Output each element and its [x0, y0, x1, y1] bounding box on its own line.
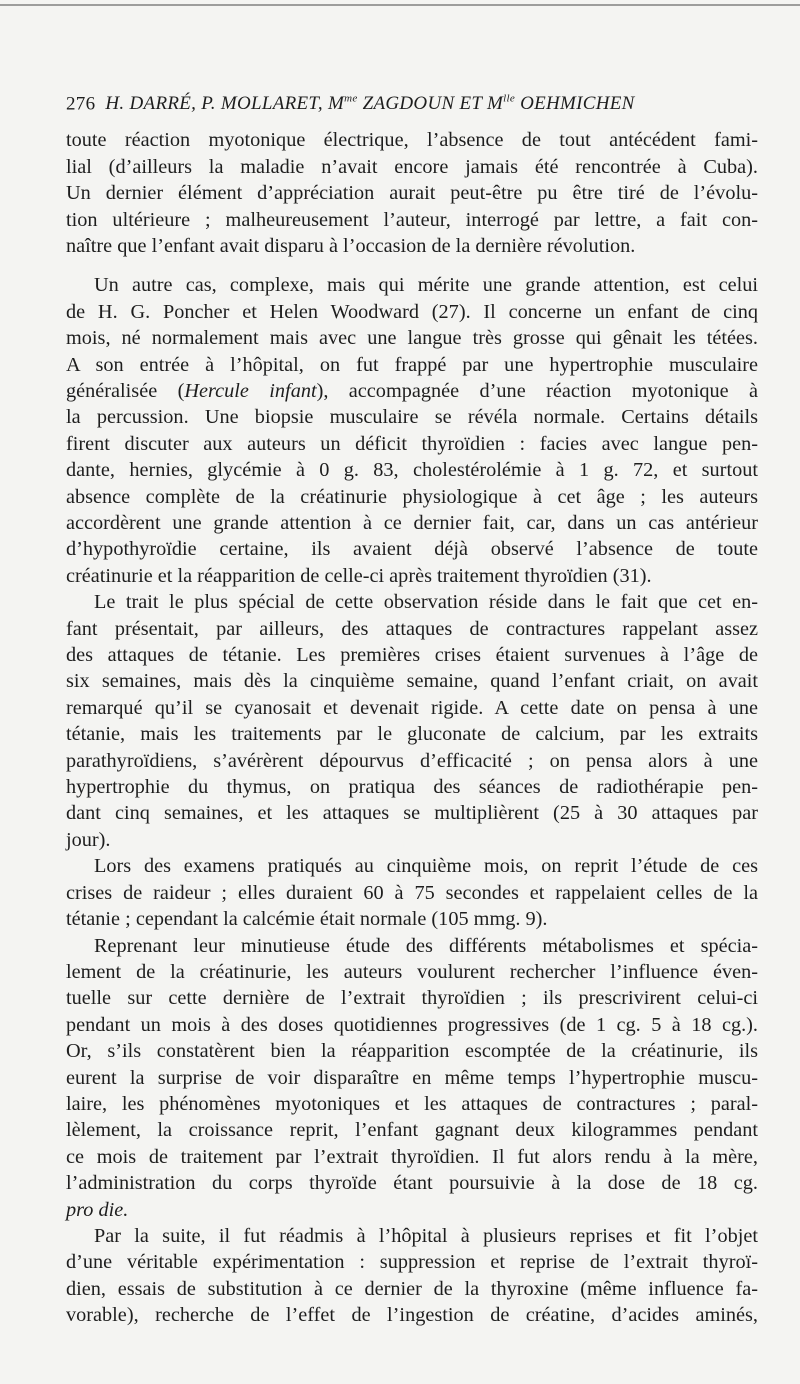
- text-line: dante, hernies, glycémie à 0 g. 83, cholestérolémie à 1 g. 72, et surtout: [66, 459, 758, 482]
- paragraph: [66, 933, 758, 1223]
- text-line: crises de raideur ; elles duraient 60 à 75 secondes et rappelaient celles de la: [66, 881, 758, 904]
- text-line: pendant un mois à des doses quotidiennes progressives (de 1 cg. 5 à 18 cg.).: [66, 1013, 758, 1036]
- text-line: pro die.: [66, 1198, 129, 1221]
- paragraph: [66, 1223, 758, 1329]
- text-line: remarqué qu’il se cyanosait et devenait rigide. A cette date on pensa à une: [66, 696, 758, 719]
- text-line: six semaines, mais dès la cinquième semaine, quand l’enfant criait, on avait: [66, 670, 758, 693]
- text-line: créatinurie et la réapparition de celle-ci après traitement thyroïdien (31).: [66, 564, 652, 587]
- running-head-authors: H. DARRÉ, P. MOLLARET, $M^{me}$ ZAGDOUN ET $M^{lle}$ OEHMICHEN: [105, 93, 635, 115]
- text-line: absence complète de la créatinurie physiologique à cet âge ; les auteurs: [66, 485, 758, 508]
- text-line: firent discuter aux auteurs un déficit thyroïdien : facies avec langue pen-: [66, 432, 758, 455]
- text-line: laire, les phénomènes myotoniques et les attaques de contractures ; paral-: [66, 1092, 758, 1115]
- text-line: tuelle sur cette dernière de l’extrait thyroïdien ; ils prescrivirent celui-ci: [66, 987, 758, 1010]
- text-line: l’administration du corps thyroïde étant poursuivie à la dose de 18 cg.: [66, 1172, 758, 1195]
- text-line: Lors des examens pratiqués au cinquième mois, on reprit l’étude de ces: [94, 855, 758, 878]
- text-line: jour).: [66, 828, 111, 851]
- running-header: [66, 93, 758, 115]
- text-line: généralisée (Hercule infant), accompagnée d’une réaction myotonique à: [66, 379, 759, 402]
- text-line: dant cinq semaines, et les attaques se multiplièrent (25 à 30 attaques par: [66, 802, 758, 825]
- top-rule: [0, 4, 800, 6]
- text-line: Le trait le plus spécial de cette observation réside dans le fait que cet en-: [94, 591, 758, 614]
- text-line: ce mois de traitement par l’extrait thyroïdien. Il fut alors rendu à la mère,: [66, 1145, 758, 1168]
- page-number: 276: [66, 93, 96, 115]
- text-line: Or, s’ils constatèrent bien la réapparition escomptée de la créatinurie, ils: [66, 1040, 758, 1063]
- text-line: hypertrophie du thymus, on pratiqua des séances de radiothérapie pen-: [66, 776, 758, 799]
- text-line: tion ultérieure ; malheureusement l’auteur, interrogé par lettre, a fait con-: [66, 208, 758, 231]
- text-line: dien, essais de substitution à ce dernier de la thyroxine (même influence fa-: [66, 1277, 758, 1300]
- italic-term: Hercule infant: [184, 379, 317, 402]
- text-line: lèlement, la croissance reprit, l’enfant gagnant deux kilogrammes pendant: [66, 1119, 758, 1142]
- text-line: Par la suite, il fut réadmis à l’hôpital à plusieurs reprises et fit l’objet: [94, 1224, 758, 1247]
- text-line: lial (d’ailleurs la maladie n’avait encore jamais été rencontrée à Cuba).: [66, 155, 758, 178]
- text-line: Reprenant leur minutieuse étude des différents métabolismes et spécia-: [94, 934, 758, 957]
- text-line: la percussion. Une biopsie musculaire se révéla normale. Certains détails: [66, 406, 758, 429]
- paragraph: [66, 589, 758, 853]
- text-line: accordèrent une grande attention à ce dernier fait, car, dans un cas antérieur: [66, 512, 758, 535]
- paragraph: [66, 853, 758, 932]
- book-page: [66, 93, 758, 1329]
- text-line: eurent la surprise de voir disparaître en même temps l’hypertrophie muscu-: [66, 1066, 758, 1089]
- text-line: d’hypothyroïdie certaine, ils avaient déjà observé l’absence de toute: [66, 538, 758, 561]
- text-line: lement de la créatinurie, les auteurs voulurent rechercher l’influence éven-: [66, 960, 758, 983]
- text-line: Un autre cas, complexe, mais qui mérite une grande attention, est celui: [94, 274, 758, 297]
- text-line: de H. G. Poncher et Helen Woodward (27). Il concerne un enfant de cinq: [66, 300, 758, 323]
- paragraph: [66, 272, 758, 589]
- text-line: Un dernier élément d’appréciation aurait peut-être pu être tiré de l’évolu-: [66, 182, 758, 205]
- text-line: tétanie, mais les traitements par le gluconate de calcium, par les extraits: [66, 723, 758, 746]
- text-line: des attaques de tétanie. Les premières crises étaient survenues à l’âge de: [66, 644, 758, 667]
- text-line: fant présentait, par ailleurs, des attaques de contractures rappelant assez: [66, 617, 758, 640]
- text-line: parathyroïdiens, s’avérèrent dépourvus d’efficacité ; on pensa alors à une: [66, 749, 758, 772]
- text-line: mois, né normalement mais avec une langue très grosse qui gênait les tétées.: [66, 327, 758, 350]
- text-line: naître que l’enfant avait disparu à l’occasion de la dernière révolution.: [66, 234, 636, 257]
- text-line: toute réaction myotonique électrique, l’absence de tout antécédent fami-: [66, 129, 758, 152]
- text-line: vorable), recherche de l’effet de l’ingestion de créatine, d’acides aminés,: [66, 1304, 758, 1327]
- paragraph: [66, 127, 758, 259]
- text-line: d’une véritable expérimentation : suppression et reprise de l’extrait thyroï-: [66, 1251, 758, 1274]
- text-line: A son entrée à l’hôpital, on fut frappé par une hypertrophie musculaire: [66, 353, 758, 376]
- text-line: tétanie ; cependant la calcémie était normale (105 mmg. 9).: [66, 908, 548, 931]
